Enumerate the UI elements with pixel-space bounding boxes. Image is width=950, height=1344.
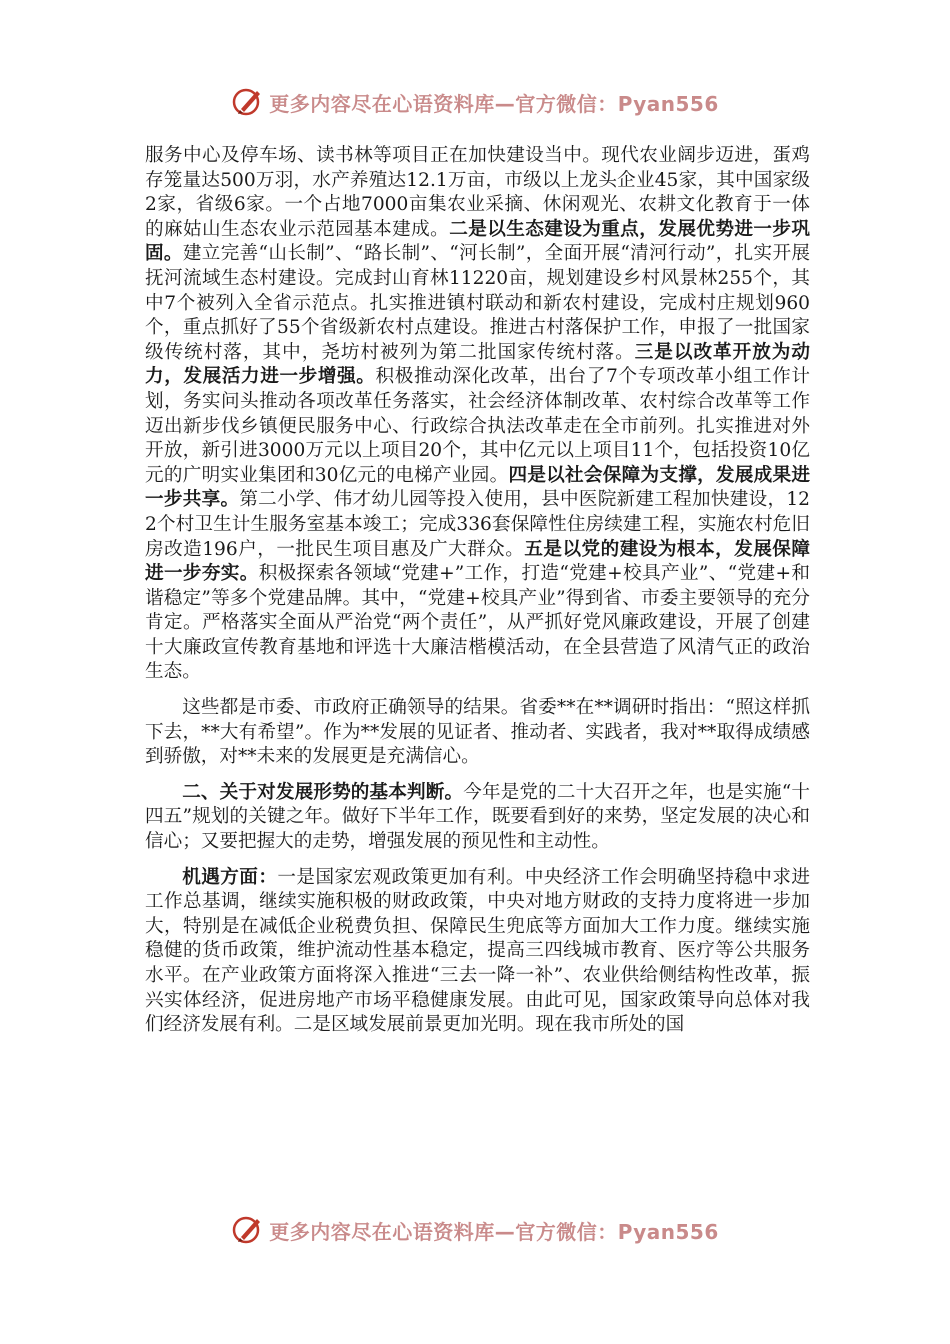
pen-logo-icon [231, 1213, 265, 1247]
achievement-text-1: 服务中心及停车场、读书林等项目正在加快建设当中。现代农业阔步迈进，蛋鸡存笼量达500万羽，水产养殖达12.1万亩，市级以上龙头企业45家，其中国家级2家，省级6家。一个占地7000亩集农业采摘、休闲观光、农耕文化教育于一体的麻姑山生态农业示范园基本建成。 [145, 145, 810, 240]
achievement-heading-2: 二是以生态建设为重点，发展优势进一步巩固。 [145, 218, 810, 265]
achievement-text-3: 积极推动深化改革，出台了7个专项改革小组工作计划，务实问头推动各项改革任务落实，社会经济体制改革、农村综合改革等工作迈出新步伐乡镇便民服务中心、行政综合执法改革走在全市前列。扎实推进对外开放，新引进3000万元以上项目20个，其中亿元以上项目11个，包括投资10亿元的广明实业集团和30亿元的电梯产业园。 [145, 366, 810, 486]
header-banner [0, 82, 950, 122]
paragraph-situation [145, 781, 810, 855]
paragraph-leadership: 这些都是市委、市政府正确领导的结果。省委**在**调研时指出：“照这样抓下去，**大有希望”。作为**发展的见证者、推动者、实践者，我对**取得成绩感到骄傲，对**未来的发展更是充满信心。 [145, 697, 810, 768]
achievement-heading-5: 五是以党的建设为根本，发展保障进一步夯实。 [145, 538, 810, 585]
paragraph-opportunities [145, 866, 810, 1038]
document-body [145, 144, 810, 1049]
situation-text: 今年是党的二十大召开之年，也是实施“十四五”规划的关键之年。做好下半年工作，既要看到好的来势，坚定发展的决心和信心；又要把握大的走势，增强发展的预见性和主动性。 [145, 781, 810, 853]
achievement-text-5: 积极探索各领域“党建+”工作，打造“党建+校具产业”、“党建+和谐稳定”等多个党建品牌。其中，“党建+校具产业”得到省、市委主要领导的充分肯定。严格落实全面从严治党“两个责任”，从严抓好党风廉政建设，开展了创建十大廉政宣传教育基地和评选十大廉洁楷模活动，在全县营造了风清气正的政治生态。 [145, 563, 810, 683]
opportunities-text: 一是国家宏观政策更加有利。中央经济工作会明确坚持稳中求进工作总基调，继续实施积极的财政政策，中央对地方财政的支持力度将进一步加大，特别是在减低企业税费负担、保障民生兜底等方面加大工作力度。继续实施稳健的货币政策，维护流动性基本稳定，提高三四线城市教育、医疗等公共服务水平。在产业政策方面将深入推进“三去一降一补”、农业供给侧结构性改革，振兴实体经济，促进房地产市场平稳健康发展。由此可见，国家政策导向总体对我们经济发展有利。二是区域发展前景更加光明。现在我市所处的国 [145, 866, 810, 1036]
achievement-text-4: 第二小学、伟才幼儿园等投入使用，县中医院新建工程加快建设，122个村卫生计生服务室基本竣工；完成336套保障性住房续建工程，实施农村危旧房改造196户，一批民生项目惠及广大群众。 [145, 489, 810, 560]
opportunities-heading: 机遇方面： [182, 866, 278, 888]
paragraph-achievements [145, 144, 810, 685]
situation-heading: 二、关于对发展形势的基本判断。 [182, 781, 464, 803]
footer-banner [0, 1210, 950, 1250]
achievement-text-2: 建立完善“山长制”、“路长制”、“河长制”，全面开展“清河行动”，扎实开展抚河流域生态村建设。完成封山育林11220亩，规划建设乡村风景林255个，其中7个被列入全省示范点。扎实推进镇村联动和新农村建设，完成村庄规划960个，重点抓好了55个省级新农村点建设。推进古村落保护工作，申报了一批国家级传统村落，其中，尧坊村被列为第二批国家传统村落。 [145, 243, 810, 363]
header-banner-text: 更多内容尽在心语资料库—官方微信：Pyan556 [269, 91, 719, 116]
achievement-heading-3: 三是以改革开放为动力，发展活力进一步增强。 [145, 341, 810, 388]
footer-banner-text: 更多内容尽在心语资料库—官方微信：Pyan556 [269, 1219, 719, 1244]
pen-logo-icon [231, 85, 265, 119]
achievement-heading-4: 四是以社会保障为支撑，发展成果进一步共享。 [145, 464, 810, 511]
